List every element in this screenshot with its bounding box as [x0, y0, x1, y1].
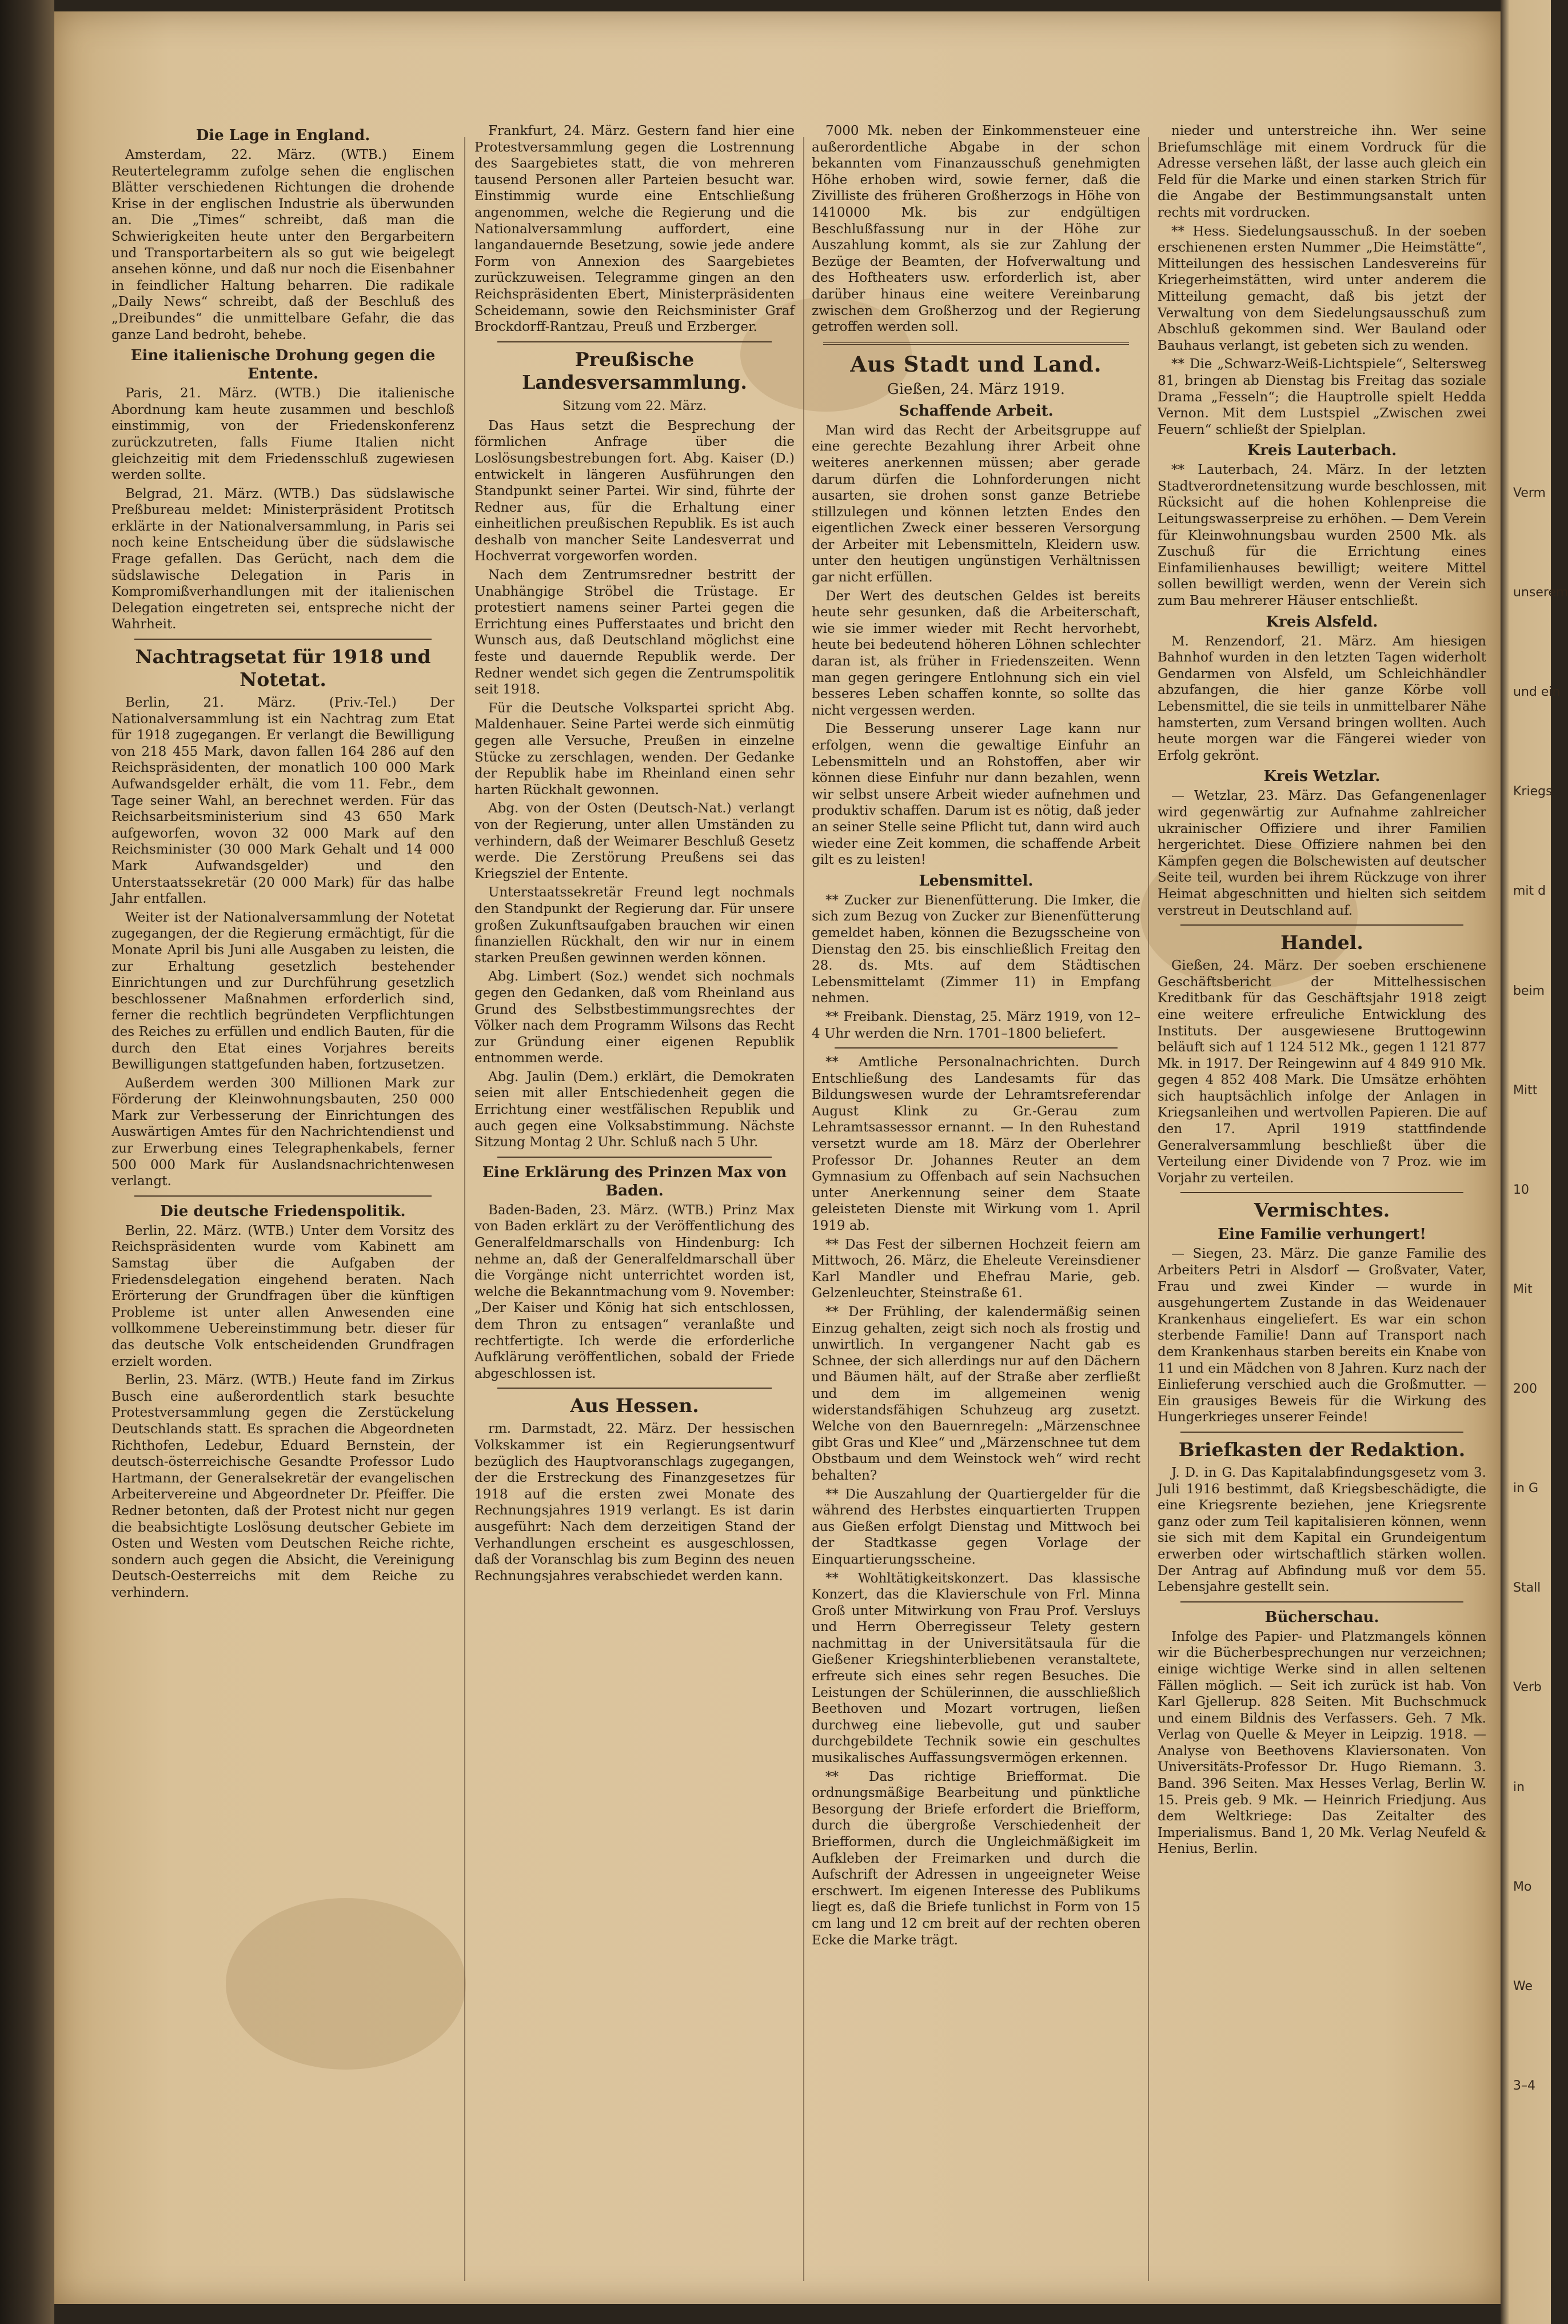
binding-edge: [0, 0, 54, 2324]
article-heading: Preußische Landesversammlung.: [522, 348, 747, 393]
article-heading: Kreis Wetzlar.: [1263, 768, 1381, 786]
article-text: Nach dem Zentrumsredner bestritt der Unabhängige Ströbel die Trüstage. Er protestiert namens seiner Partei gegen die Errichtung eines Pufferstaates und bricht den Wunsch aus, daß Deutschland möglichst eine feste und dauernde Republik werde. Der Redner wendet sich gegen die Zentrumspolitik seit 1918.: [474, 568, 795, 697]
divider: [1180, 1192, 1463, 1193]
column-2: [474, 123, 795, 2284]
article-text: M. Renzendorf, 21. März. Am hiesigen Bahnhof wurden in den letzten Tagen widerholt Gendarmen von Alsfeld, um Schleichhändler abzufangen, die hier ganze Körbe voll Lebensmittel, die sie teils in unmittelbarer Nähe hamsterten, zum Versand bringen wollten. Auch heute morgen war die Fängerei wieder von Erfolg gekrönt.: [1158, 633, 1486, 763]
adjacent-text-fragment: Stall: [1513, 1581, 1541, 1595]
article-text: Unterstaatssekretär Freund legt nochmals den Standpunkt der Regierung dar. Für unsere großen Zukunftsaufgaben brauchen wir einen finanziellen Rückhalt, den wir nur in einem starken Preußen gewinnen werden können.: [474, 885, 795, 966]
article-text: Infolge des Papier- und Platzmangels können wir die Bücherbesprechungen nur verzeichnen; einige wichtige Werke sind in allen seltenen Fällen möglich. — Seit ich zurück ist hab. Von Karl Gjellerup. 828 Seiten. Mit Buchschmuck und einem Bildnis des Verfassers. Geh. 7 Mk. Verlag von Quelle & Meyer in Leipzig. 1918. — Analyse von Beethovens Klaviersonaten. Von Universitäts-Professor Dr. Hugo Riemann. 3. Band. 396 Seiten. Max Hesses Verlag, Berlin W. 15. Preis geb. 9 Mk. — Heinrich Friedjung. Aus dem Weltkriege: Das Zeitalter des Imperialismus. Band 1, 20 Mk. Verlag Neufeld & Henius, Berlin.: [1158, 1629, 1486, 1857]
divider: [1180, 1601, 1463, 1603]
divider: [134, 1195, 432, 1197]
article-heading: Aus Hessen.: [570, 1394, 699, 1417]
article-heading: Eine italienische Drohung gegen die Entente.: [130, 347, 436, 383]
article-heading: Schaffende Arbeit.: [899, 402, 1054, 420]
article-text: ** Das richtige Briefformat. Die ordnungsmäßige Bearbeitung und pünktliche Besorgung der Briefe erfordert die Briefform, durch die übergroße Verschiedenheit der Briefformen, durch die Ungleichmäßigkeit im Aufkleben der Freimarken und durch die Aufschrift der Adressen in ungeeigneter Weise erschwert. Im eigenen Interesse des Publikums liegt es, daß die Briefe tunlichst in Form von 15 cm lang und 12 cm breit auf der rechten oberen Ecke die Marke trägt.: [812, 1769, 1140, 1948]
adjacent-text-fragment: Kriegs: [1513, 784, 1553, 799]
article-text: ** Freibank. Dienstag, 25. März 1919, von 12–4 Uhr werden die Nrn. 1701–1800 beliefert.: [812, 1009, 1140, 1041]
article-text: Weiter ist der Nationalversammlung der Notetat zugegangen, der die Regierung ermächtigt, für die Monate April bis Juni alle Ausgaben zu leisten, die zur Erhaltung gesetzlich bestehender Einrichtungen und zur Durchführung gesetzlich beschlossener Maßnahmen erforderlich sind, ferner die rechtlich begründeten Verpflichtungen des Reiches zu erfüllen und endlich Bauten, für die durch den Etat eines Vorjahres bereits Bewilligungen stattgefunden haben, fortzusetzen.: [111, 910, 454, 1073]
article-heading: Nachtragsetat für 1918 und Notetat.: [135, 645, 431, 691]
article-text: Abg. von der Osten (Deutsch-Nat.) verlangt von der Regierung, unter allen Umständen zu verhindern, daß der Weimarer Beschluß Gesetz werde. Die Zerstörung Preußens sei das Kriegsziel der Entente.: [474, 801, 795, 882]
column-4: [1158, 123, 1486, 2284]
article-text: Abg. Jaulin (Dem.) erklärt, die Demokraten seien mit aller Entschiedenheit gegen die Errichtung einer westfälischen Republik und auch gegen eine Volksabstimmung. Nächste Sitzung Montag 2 Uhr. Schluß nach 5 Uhr.: [474, 1069, 795, 1150]
article-text: Berlin, 21. März. (Priv.-Tel.) Der Nationalversammlung ist ein Nachtrag zum Etat für 1918 zugegangen. Er verlangt die Bewilligung von 218 455 Mark, davon fallen 164 286 auf den Reichspräsidenten, der monatlich 100 000 Mark Aufwandsgelder erhält, die vom 11. Febr., dem Tage seiner Wahl, an berechnet werden. Für das Reichsarbeitsministerium sind 43 650 Mark aufgeworfen, wovon 32 000 Mark auf den Reichsminister (30 000 Mark Gehalt und 14 000 Mark Aufwandsgelder) und den Unterstaatssekretär (20 000 Mark) für das halbe Jahr entfallen.: [111, 695, 454, 907]
article-text: ** Amtliche Personalnachrichten. Durch Entschließung des Landesamts für das Bildungswesen wurde der Lehramtsreferendar August Klink zu Gr.-Gerau zum Lehramtsassessor ernannt. — In den Ruhestand versetzt wurde am 18. März der Oberlehrer Professor Dr. Johannes Reuter an dem Gymnasium zu Offenbach auf sein Nachsuchen unter Anerkennung seiner dem Staate geleisteten Dienste mit Wirkung vom 1. April 1919 ab.: [812, 1055, 1140, 1234]
divider: [835, 1047, 1118, 1049]
divider: [823, 342, 1129, 345]
divider: [497, 341, 772, 342]
article-text: Belgrad, 21. März. (WTB.) Das südslawische Preßbureau meldet: Ministerpräsident Protitsch erklärte in der Nationalversammlung, in Paris sei noch keine Entscheidung über die südslawische Frage gefallen. Das Gerücht, nach dem die südslawische Delegation in Paris in Kompromißverhandlungen mit der italienischen Delegation eingetreten sei, entspreche nicht der Wahrheit.: [111, 486, 454, 632]
session-date: Sitzung vom 22. März.: [562, 398, 707, 413]
section-heading: Briefkasten der Redaktion.: [1178, 1438, 1466, 1461]
adjacent-text-fragment: Verm: [1513, 486, 1546, 500]
article-text: 7000 Mk. neben der Einkommensteuer eine außerordentliche Abgabe in der schon bekannten vom Finanzausschuß genehmigten Höhe erhoben wird, sowie ferner, daß die Zivilliste des früheren Großherzogs in Höhe von 1410000 Mk. bis zur endgültigen Beschlußfassung nur in der Höhe zur Auszahlung kommt, als sie zur Zahlung der Bezüge der Beamten, der Hofverwaltung und des Hoftheaters usw. erforderlich ist, aber darüber hinaus eine weitere Vereinbarung zwischen dem Großherzog und der Regierung getroffen werden soll.: [812, 123, 1140, 335]
article-text: ** Die Auszahlung der Quartiergelder für die während des Herbstes einquartierten Truppen aus Gießen erfolgt Dienstag und Mittwoch bei der Stadtkasse gegen Vorlage der Einquartierungsscheine.: [812, 1486, 1140, 1567]
section-heading: Aus Stadt und Land.: [850, 351, 1102, 377]
adjacent-text-fragment: 3–4: [1513, 2079, 1535, 2093]
adjacent-text-fragment: 10: [1513, 1183, 1529, 1197]
column-3: [812, 123, 1140, 2284]
article-text: rm. Darmstadt, 22. März. Der hessischen Volkskammer ist ein Regierungsentwurf bezüglich des Hauptvoranschlags zugegangen, der die Erstreckung des Finanzgesetzes für 1918 auf die ersten zwei Monate des Rechnungsjahres 1919 verlangt. Es ist darin ausgeführt: Nach dem derzeitigen Stand der Verhandlungen erscheint es ausgeschlossen, daß der Voranschlag bis zum Beginn des neuen Rechnungsjahres verabschiedet werden kann.: [474, 1421, 795, 1584]
divider: [497, 1388, 772, 1389]
article-heading: Kreis Lauterbach.: [1247, 442, 1397, 460]
adjacent-text-fragment: unserem: [1513, 585, 1568, 600]
article-text: ** Der Frühling, der kalendermäßig seinen Einzug gehalten, zeigt sich noch als frostig und unwirtlich. In vergangener Nacht gab es Schnee, der sich allerdings nur auf den Dächern und Bäumen hält, auf der Straße aber zerfließt und dem im allgemeinen wenig widerstandsfähigen Schuhzeug arg zusetzt. Welche von den Bauernregeln: „Märzenschnee gibt Gras und Klee“ und „Märzenschnee tut dem Obstbaum und dem Weinstock weh“ wird recht behalten?: [812, 1305, 1140, 1483]
adjacent-text-fragment: We: [1513, 1979, 1533, 1994]
article-text: Abg. Limbert (Soz.) wendet sich nochmals gegen den Gedanken, daß vom Rheinland aus Grund des Selbstbestimmungsrechtes der Völker nach dem Programm Wilsons das Recht zur Gründung einer eigenen Republik entnommen werde.: [474, 969, 795, 1066]
adjacent-text-fragment: und ein: [1513, 685, 1561, 699]
column-rule: [803, 137, 804, 2281]
adjacent-text-fragment: mit d: [1513, 884, 1546, 898]
article-text: ** Lauterbach, 24. März. In der letzten Stadtverordnetensitzung wurde beschlossen, mit Rücksicht auf die hohen Kohlenpreise die Leitungswasserpreise zu erhöhen. — Dem Verein für Kleinwohnungsbau wurden 2500 Mk. als Zuschuß für die Errichtung eines Einfamilienhauses bewilligt; weitere Mittel sollen bewilligt werden, wenn der Verein sich zum Bau mehrerer Häuser entschließt.: [1158, 463, 1486, 609]
divider: [1180, 924, 1463, 926]
article-text: — Wetzlar, 23. März. Das Gefangenenlager wird gegenwärtig zur Aufnahme zahlreicher ukrainischer Offiziere und ihrer Familien hergerichtet. Diese Offiziere nahmen bei den Kämpfen gegen die Bolschewisten auf deutscher Seite teil, wurden bei ihrem Rückzuge von ihrer Heimat abgeschnitten und hielten sich seitdem verstreut in Deutschland auf.: [1158, 788, 1486, 918]
dateline: Gießen, 24. März 1919.: [887, 380, 1066, 398]
column-rule: [464, 137, 465, 2281]
article-text: ** Die „Schwarz-Weiß-Lichtspiele“, Seltersweg 81, bringen ab Dienstag bis Freitag das soziale Drama „Fesseln“; die Hauptrolle spielt Hedda Vernon. Mit dem Lustspiel „Zwischen zwei Feuern“ schließt der Spielplan.: [1158, 357, 1486, 437]
article-heading: Die Lage in England.: [195, 127, 370, 144]
article-text: Für die Deutsche Volkspartei spricht Abg. Maldenhauer. Seine Partei werde sich einmütig gegen alle Versuche, Preußen in einzelne Stücke zu zerschlagen, wenden. Der Gedanke der Republik habe im Rheinland einen sehr harten Rückhalt gewonnen.: [474, 700, 795, 798]
divider: [1180, 1432, 1463, 1433]
adjacent-page-edge: [1501, 0, 1568, 2324]
article-heading: Lebensmittel.: [919, 872, 1034, 890]
article-heading: Eine Familie verhungert!: [1218, 1226, 1426, 1243]
article-text: nieder und unterstreiche ihn. Wer seine Briefumschläge mit einem Vordruck für die Adresse versehen läßt, der lasse auch gleich ein Feld für die Marke und einen starken Strich für die Angabe der Bestimmungsanstalt unten rechts mit vordrucken.: [1158, 123, 1486, 220]
adjacent-text-fragment: Mo: [1513, 1880, 1532, 1894]
article-text: Berlin, 23. März. (WTB.) Heute fand im Zirkus Busch eine außerordentlich stark besuchte Protestversammlung gegen die Zerstückelung Deutschlands statt. Es sprachen die Abgeordneten Richthofen, Ledebur, Eduard Bernstein, der deutsch-österreichische Gesandte Professor Ludo Hartmann, der Generalsekretär der evangelischen Arbeitervereine und Abgeordneter Dr. Pfeiffer. Die Redner betonten, daß der Protest nicht nur gegen die beabsichtigte Loslösung deutscher Gebiete im Osten und Westen vom Deutschen Reiche richte, sondern auch gegen die Absicht, die Vereinigung Deutsch-Oesterreichs mit dem Reiche zu verhindern.: [111, 1373, 454, 1600]
divider: [497, 1157, 772, 1158]
section-heading: Vermischtes.: [1254, 1199, 1390, 1222]
adjacent-text-fragment: Mitt: [1513, 1083, 1538, 1098]
adjacent-text-fragment: 200: [1513, 1382, 1537, 1396]
article-text: Paris, 21. März. (WTB.) Die italienische Abordnung kam heute zusammen und beschloß einstimmig, von der Friedenskonferenz zurückzutreten, falls Fiume Italien nicht gleichzeitig mit dem Friedensschluß zugewiesen werden sollte.: [111, 386, 454, 483]
adjacent-text-fragment: in: [1513, 1780, 1525, 1795]
article-text: Der Wert des deutschen Geldes ist bereits heute sehr gesunken, daß die Arbeiterschaft, wie sie immer wieder mit Recht hervorhebt, heute bei bedeutend höheren Löhnen schlechter daran ist, als früher in Friedenszeiten. Wenn man gegen geringere Entlohnung sich ein viel besseres Leben schaffen konnte, so sollte das nicht vergessen werden.: [812, 588, 1140, 718]
adjacent-text-fragment: beim: [1513, 984, 1545, 998]
article-text: Frankfurt, 24. März. Gestern fand hier eine Protestversammlung gegen die Lostrennung des Saargebietes statt, die von mehreren tausend Personen aller Parteien besucht war. Einstimmig wurde eine Entschließung angenommen, welche die Regierung und die Nationalversammlung auffordert, eine langandauernde Besetzung, sowie jede andere Form von Annexion des Saargebietes zurückzuweisen. Telegramme gingen an den Reichspräsidenten Ebert, Ministerpräsidenten Scheidemann, sowie den Reichsminister Graf Brockdorff-Rantzau, Preuß und Erzberger.: [474, 123, 795, 335]
article-text: Berlin, 22. März. (WTB.) Unter dem Vorsitz des Reichspräsidenten wurde vom Kabinett am Samstag über die Aufgaben der Friedensdelegation eingehend beraten. Nach Erörterung der Grundfragen über die künftigen Probleme ist unter allen Anwesenden eine vollkommene Uebereinstimmung betr. dieser für das deutsche Volk entscheidenden Grundfragen erzielt worden.: [111, 1223, 454, 1369]
article-text: Die Besserung unserer Lage kann nur erfolgen, wenn die gewaltige Einfuhr an Lebensmitteln und an Rohstoffen, aber wir können diese Einfuhr nur dann bezahlen, wenn wir selbst unsere Arbeit wieder aufnehmen und produktiv schaffen. Darum ist es nötig, daß jeder an seiner Stelle seine Pflicht tut, dann wird auch wieder eine Zeit kommen, die schaffende Arbeit gilt es zu leisten!: [812, 721, 1140, 868]
article-heading: Kreis Alsfeld.: [1266, 613, 1378, 631]
article-heading: Bücherschau.: [1264, 1608, 1379, 1626]
article-text: ** Zucker zur Bienenfütterung. Die Imker, die sich zum Bezug von Zucker zur Bienenfütterung gemeldet haben, können die Bezugsscheine von Dienstag den 25. bis einschließlich Freitag den 28. ds. Mts. auf dem Städtischen Lebensmittelamt (Zimmer 11) in Empfang nehmen.: [812, 892, 1140, 1006]
adjacent-text-fragment: in G: [1513, 1481, 1539, 1496]
article-text: ** Wohltätigkeitskonzert. Das klassische Konzert, das die Klavierschule von Frl. Minna Groß unter Mitwirkung von Frau Prof. Versluys und Herrn Oberregisseur Telety gestern nachmittag in der Universitätsaula für die Gießener Kriegshinterbliebenen veranstaltete, erfreute sich eines sehr regen Besuches. Die Leistungen der Schülerinnen, die ausschließlich Beethoven und Mozart vortrugen, ließen durchweg eine liebevolle, gut und sauber durchgebildete Technik sowie ein geschultes musikalisches Auffassungsvermögen erkennen.: [812, 1570, 1140, 1766]
article-text: — Siegen, 23. März. Die ganze Familie des Arbeiters Petri in Alsdorf — Großvater, Vater, Frau und zwei Kinder — wurde in ausgehungertem Zustande in das Weidenauer Krankenhaus eingeliefert. Es war ein schon sterbende Familie! Dann auf Transport nach dem Krankenhaus starben bereits ein Knabe von 11 und ein Mädchen von 8 Jahren. Kurz nach der Einlieferung verschied auch die Großmutter. — Ein grausiges Beweis für die Wirkung des Hungerkrieges unserer Feinde!: [1158, 1246, 1486, 1425]
adjacent-text-fragment: Mit: [1513, 1282, 1533, 1297]
article-text: Baden-Baden, 23. März. (WTB.) Prinz Max von Baden erklärt zu der Veröffentlichung des Generalfeldmarschalls von Hindenburg: Ich nehme an, daß der Generalfeldmarschall über die Vorgänge nicht unterrichtet worden ist, welche die Bekanntmachung vom 9. November: „Der Kaiser und König hat sich entschlossen, dem Thron zu entsagen“ veranlaßte und rechtfertigte. Ich werde die erforderliche Aufklärung veröffentlichen, sobald der Friede abgeschlossen ist.: [474, 1202, 795, 1381]
article-text: Man wird das Recht der Arbeitsgruppe auf eine gerechte Bezahlung ihrer Arbeit ohne weiteres anerkennen müssen; aber gerade darum dürfen die Lohnforderungen nicht ausarten, sie drohen sonst ganze Betriebe stillzulegen und können letzten Endes den eigentlichen Zweck einer besseren Versorgung der Arbeiter mit Lebensmitteln, Kleidern usw. unter den heutigen ungünstigen Verhältnissen gar nicht erfüllen.: [812, 422, 1140, 585]
divider: [134, 639, 432, 640]
article-text: J. D. in G. Das Kapitalabfindungsgesetz vom 3. Juli 1916 bestimmt, daß Kriegsbeschädigte, die eine Kriegsrente beziehen, jene Kriegsrente ganz oder zum Teil kapitalisieren können, wenn sie sich mit dem Kapital ein Grundeigentum erwerben oder wirtschaftlich stärken wollen. Der Antrag auf Abfindung muß vor dem 55. Lebensjahre gestellt sein.: [1158, 1465, 1486, 1595]
article-text: Das Haus setzt die Besprechung der förmlichen Anfrage über die Loslösungsbestrebungen fort. Abg. Kaiser (D.) entwickelt in längeren Ausführungen den Standpunkt seiner Partei. Wir sind, führte der Redner aus, für die Erhaltung einer einheitlichen preußischen Republik. Es ist auch deshalb von mancher Seite Landesverrat und Hochverrat vorgeworfen worden.: [474, 418, 795, 564]
article-heading: Die deutsche Friedenspolitik.: [160, 1202, 406, 1220]
section-heading: Handel.: [1280, 931, 1363, 954]
column-rule: [1148, 137, 1149, 2281]
article-text: Außerdem werden 300 Millionen Mark zur Förderung der Kleinwohnungsbauten, 250 000 Mark zur Verbesserung der Einrichtungen des Auswärtigen Amtes für den Nachrichtendienst und zur Erwerbung eines Telegraphenkabels, ferner 500 000 Mark für Auslandsnachrichtenwesen verlangt.: [111, 1075, 454, 1189]
article-text: Amsterdam, 22. März. (WTB.) Einem Reutertelegramm zufolge sehen die englischen Blätter verschiedenen Richtungen die drohende Krise in der englischen Industrie als überwunden an. Die „Times“ schreibt, daß man die Schwierigkeiten heute unter den Bergarbeitern und Transportarbeitern als so gut wie beigelegt ansehen könne, und daß nur noch die Eisenbahner in feindlicher Haltung beharren. Die radikale „Daily News“ schreibt, daß der Beschluß des „Dreibundes“ die unmittelbare Gefahr, die das ganze Land bedroht, behebe.: [111, 148, 454, 342]
article-text: ** Hess. Siedelungsausschuß. In der soeben erschienenen ersten Nummer „Die Heimstätte“, Mitteilungen des hessischen Landesvereins für Kriegerheimstätten, wird unter anderem die Mitteilung gemacht, daß bis jetzt der Verwaltung von dem Siedelungsausschuß zum Abschluß gekommen sind. Wer Bauland oder Bauhaus verlangt, ist gebeten sich zu wenden.: [1158, 224, 1486, 353]
article-text: Gießen, 24. März. Der soeben erschienene Geschäftsbericht der Mittelhessischen Kreditbank für das Geschäftsjahr 1918 zeigt eine weitere erfreuliche Entwicklung des Instituts. Der ausgewiesene Bruttogewinn beläuft sich auf 1 124 512 Mk., gegen 1 121 877 Mk. in 1917. Der Reingewinn auf 4 849 910 Mk. gegen 4 852 408 Mark. Die Umsätze erhöhten sich hauptsächlich infolge der Anlagen in Kriegsanleihen und wertvollen Papieren. Die auf den 17. April 1919 stattfindende Generalversammlung beschließt über die Verteilung einer Dividende von 7 Proz. wie im Vorjahr zu verteilen.: [1158, 958, 1486, 1186]
column-1: [111, 123, 454, 2284]
adjacent-text-fragment: Verb: [1513, 1680, 1542, 1695]
article-text: ** Das Fest der silbernen Hochzeit feiern am Mittwoch, 26. März, die Eheleute Vereinsdiener Karl Mandler und Ehefrau Marie, geb. Gelzenleuchter, Steinstraße 61.: [812, 1237, 1140, 1301]
article-heading: Eine Erklärung des Prinzen Max von Baden.: [482, 1163, 787, 1199]
